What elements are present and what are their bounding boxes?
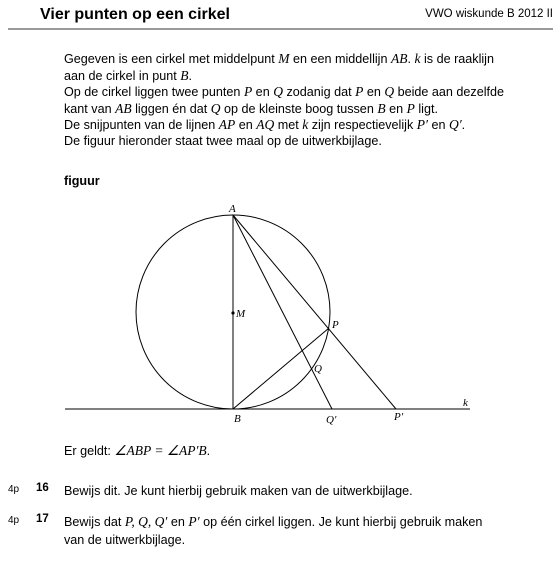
label-b: B — [234, 413, 241, 425]
question-text: Bewijs dit. Je kunt hierbij gebruik maken van de uitwerkbijlage. — [64, 484, 413, 498]
math-var: Q — [273, 84, 283, 100]
math-var: Q — [384, 84, 395, 100]
text: Gegeven is een cirkel met middelpunt — [64, 52, 279, 66]
text: . — [188, 68, 192, 83]
point-m — [231, 311, 234, 314]
text: en — [167, 515, 189, 529]
math-var: AB — [115, 100, 132, 116]
label-m: M — [236, 308, 246, 320]
math-var: P, Q, Q′ — [124, 514, 168, 529]
math-var: k — [302, 117, 309, 133]
text: Op de cirkel liggen twee punten — [64, 85, 244, 100]
math-var: Q — [210, 100, 221, 116]
math-var: P′ — [188, 514, 200, 529]
label-k: k — [463, 397, 468, 409]
claim-prefix: Er geldt: — [64, 444, 115, 458]
claim-formula: ∠ABP = ∠AP′B — [114, 443, 207, 458]
text: ligt. — [414, 101, 438, 116]
line-ap-prime — [233, 215, 396, 409]
label-a: A — [229, 203, 236, 215]
text: . — [407, 52, 415, 66]
math-var: M — [278, 51, 290, 66]
math-var: AQ — [256, 117, 275, 133]
line-aq-prime — [233, 215, 332, 409]
math-var: k — [414, 51, 421, 66]
text: op één cirkel liggen. Je kunt hierbij gebruik maken — [199, 515, 483, 529]
text: beide aan dezelfde — [394, 85, 505, 100]
text: liggen én dat — [131, 101, 211, 116]
text: zodanig dat — [282, 85, 356, 100]
text: en — [385, 101, 407, 116]
text: en — [427, 118, 449, 133]
text: aan de cirkel in punt — [64, 68, 181, 83]
math-var: P′ — [416, 117, 428, 133]
question-number: 17 — [36, 513, 49, 525]
text: . — [461, 118, 466, 133]
exam-label: VWO wiskunde B 2012 II — [425, 8, 553, 20]
claim-line — [64, 443, 210, 459]
math-var: AB — [390, 51, 408, 66]
math-var: B — [180, 67, 189, 83]
math-var: Q′ — [448, 117, 462, 133]
math-var: P — [355, 84, 364, 100]
text: en — [252, 85, 274, 100]
text: De snijpunten van de lijnen — [64, 118, 219, 133]
claim-suffix: . — [206, 444, 211, 458]
question-text — [64, 513, 534, 549]
question-number: 16 — [36, 482, 49, 494]
text: en — [363, 85, 385, 100]
label-p: P — [332, 319, 339, 331]
page-title: Vier punten op een cirkel — [40, 6, 230, 23]
text: en — [235, 118, 257, 133]
intro-line-6: De figuur hieronder staat twee maal op de uitwerkbijlage. — [64, 133, 382, 148]
math-var: B — [377, 100, 386, 116]
math-var: P — [406, 100, 415, 116]
figure-label: figuur — [64, 174, 100, 188]
text: en een middellijn — [289, 52, 391, 66]
text: kant van — [64, 101, 116, 116]
label-q-prime: Q′ — [326, 414, 337, 426]
label-q: Q — [314, 363, 322, 375]
label-p-prime: P′ — [394, 411, 404, 423]
text: met — [274, 118, 303, 133]
text: van de uitwerkbijlage. — [64, 533, 186, 547]
text: is de raaklijn — [420, 52, 494, 66]
math-var: P — [243, 84, 253, 100]
math-var: AP — [218, 117, 236, 133]
question-points: 4p — [8, 484, 20, 495]
question-points: 4p — [8, 515, 20, 526]
text: op de kleinste boog tussen — [220, 101, 378, 116]
text: Bewijs dat — [64, 515, 125, 529]
text: zijn respectievelijk — [308, 118, 417, 133]
